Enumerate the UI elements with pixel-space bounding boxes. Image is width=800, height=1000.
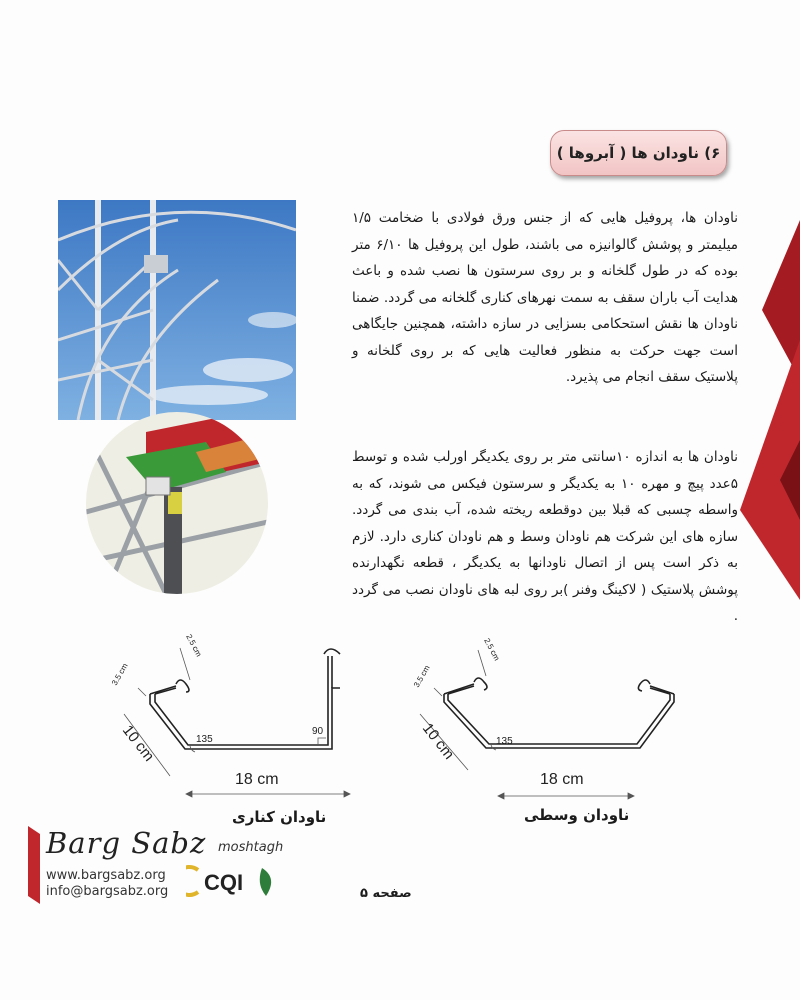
middle-gutter-caption: ناودان وسطی bbox=[524, 806, 630, 824]
decorative-ribbons bbox=[740, 220, 800, 600]
middle-dim-lip: 2.5 cm bbox=[482, 636, 502, 663]
middle-dim-width: 18 cm bbox=[540, 771, 584, 788]
edge-angle-135: 135 bbox=[196, 734, 213, 745]
paragraph-installation: ناودان ها به اندازه ۱۰سانتی متر بر روی یکدیگر اورلب شده و توسط ۵عدد پیچ و مهره ۱۰ به یکدیگر و سرستون فیکس می شوند، که به واسطه چسبی که قبلا بین دوقطعه ریخته شده، آب بندی می گردد. سازه های این شرکت هم ناودان وسط و هم ناودان کناری دارد. لازم به ذکر است پس از اتصال ناودانها به یکدیگر ، قطعه نگهدارنده پوشش پلاستیک ( لاکینگ وفنر )بر روی لبه های ناودان نصب می گردد . bbox=[352, 449, 739, 624]
section-heading: ۶) ناودان ها ( آبروها ) bbox=[550, 130, 727, 176]
edge-angle-90: 90 bbox=[312, 726, 324, 737]
edge-gutter-caption: ناودان کناری bbox=[232, 808, 327, 826]
logo-leaf-icon bbox=[28, 826, 40, 904]
svg-text:CQI: CQI bbox=[204, 870, 244, 895]
edge-dim-width: 18 cm bbox=[235, 771, 279, 788]
gutter-joint-photo bbox=[86, 412, 268, 594]
middle-dim-top: 3.5 cm bbox=[411, 663, 432, 689]
website-link[interactable]: www.bargsabz.org bbox=[46, 868, 166, 883]
email-link[interactable]: info@bargsabz.org bbox=[46, 884, 169, 899]
edge-dim-lip: 2.5 cm bbox=[184, 632, 204, 659]
brand-logo-text: Barg Sabz bbox=[46, 826, 207, 860]
paragraph-intro: ناودان ها، پروفیل هایی که از جنس ورق فولادی با ضخامت ۱/۵ میلیمتر و پوشش گالوانیزه می باشند، طول این پروفیل ها ۶/۱۰ متر بوده که در طول گلخانه و بر روی سرستون ها نصب شده و باعث هدایت آب باران سقف به سمت نهرهای کناری گلخانه می گردد. ضمنا ناودان ها نقش استحکامی بسزایی در سازه داشته، همچنین جایگاهی است جهت حرکت به منظور فعالیت هایی که بر روی گلخانه و پلاستیک سقف انجام می پذیرد. bbox=[352, 210, 739, 385]
middle-angle-135: 135 bbox=[496, 736, 513, 747]
greenhouse-structure-photo bbox=[58, 200, 296, 420]
edge-gutter-diagram bbox=[100, 626, 360, 806]
brand-subtitle: moshtagh bbox=[218, 840, 284, 855]
middle-gutter-diagram bbox=[402, 636, 690, 806]
edge-dim-top: 3.5 cm bbox=[109, 661, 130, 687]
edge-dim-side: 10 cm bbox=[118, 721, 158, 765]
page-number: صفحه ۵ bbox=[360, 886, 412, 901]
cqi-certification-logo bbox=[186, 860, 281, 900]
middle-dim-side: 10 cm bbox=[418, 719, 458, 763]
